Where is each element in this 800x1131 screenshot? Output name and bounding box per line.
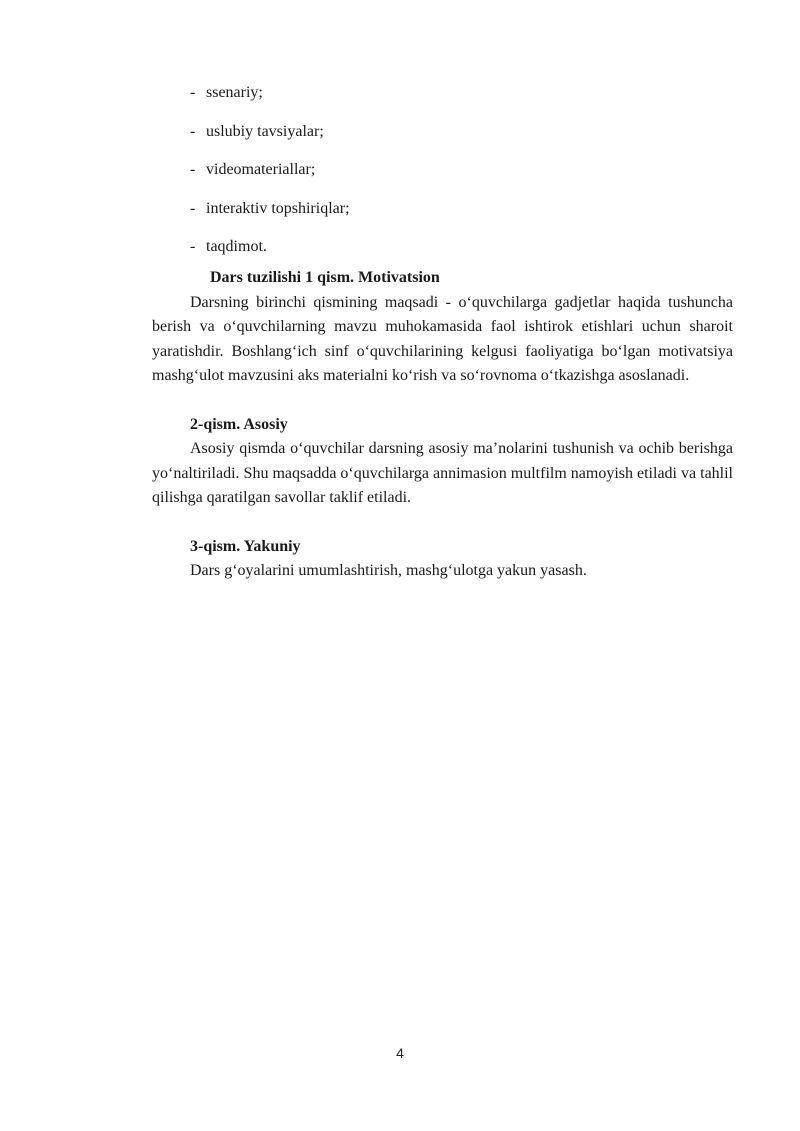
page-number: 4 (396, 1045, 404, 1061)
list-item-text: uslubiy tavsiyalar; (206, 122, 324, 140)
list-item-text: ssenariy; (206, 84, 263, 101)
list-item-text: taqdimot. (206, 238, 267, 255)
list-item-text: interaktiv topshiriqlar; (206, 199, 350, 217)
list-item (190, 74, 350, 113)
list-bullet: - (190, 122, 196, 140)
document-body (152, 266, 733, 584)
list-item (190, 151, 350, 190)
section-3-heading: 3-qism. Yakuniy (190, 537, 301, 555)
section-2-heading: 2-qism. Asosiy (190, 415, 288, 433)
list-bullet: - (190, 238, 196, 255)
resource-list (190, 74, 350, 267)
section-3-paragraph: Dars g‘oyalarini umumlashtirish, mashg‘ulotga yakun yasash. (190, 562, 587, 579)
section-2-paragraph: Asosiy qismda o‘quvchilar darsning asosiy ma’nolarini tushunish va ochib berishga yo‘naltiriladi. Shu maqsadda o‘quvchilarga annimasion multfilm namoyish etiladi va tahlil qilishga qaratilgan savollar taklif etiladi. (152, 440, 733, 506)
list-item-text: videomateriallar; (206, 161, 316, 178)
list-bullet: - (190, 199, 196, 217)
list-bullet: - (190, 161, 196, 178)
section-1-paragraph: Darsning birinchi qismining maqsadi - o‘quvchilarga gadjetlar haqida tushuncha berish va o‘quvchilarning mavzu muhokamasida faol ishtirok etishlari uchun sharoit yaratishdir. Boshlang‘ich sinf o‘quvchilarining kelgusi faoliyatiga bo‘lgan motivatsiya mashg‘ulot mavzusini aks materialni ko‘rish va so‘rovnoma o‘tkazishga asoslanadi. (152, 293, 733, 384)
list-item (190, 113, 350, 152)
section-1-heading: Dars tuzilishi 1 qism. Motivatsion (210, 269, 440, 286)
list-item (190, 228, 350, 267)
list-item (190, 190, 350, 229)
list-bullet: - (190, 84, 196, 101)
